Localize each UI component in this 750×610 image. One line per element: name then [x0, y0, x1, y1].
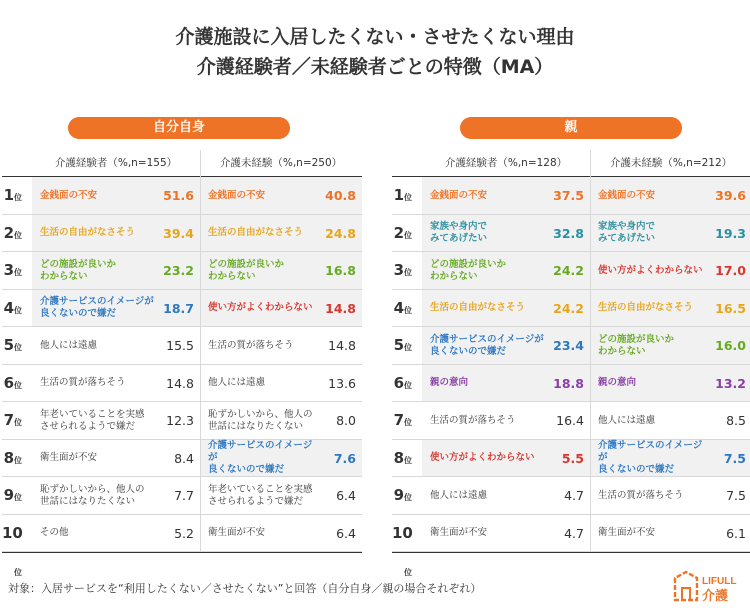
table-row [32, 440, 200, 477]
percent-value: 5.2 [174, 525, 194, 541]
reason-label: 金銭面の不安 [430, 189, 488, 201]
rank-number: 9 [3, 486, 14, 504]
rank-suffix: 位 [14, 305, 22, 315]
table-row [32, 252, 200, 289]
table-row [590, 365, 750, 402]
reason-label: 他人には遠慮 [208, 377, 266, 388]
rank-suffix: 位 [404, 268, 412, 277]
column-header: 介護経験者（%,n=155） [54, 157, 178, 169]
percent-value: 8.4 [174, 450, 194, 466]
rank-suffix: 位 [14, 493, 22, 502]
reason-label: 家族や身内で みてあげたい [430, 221, 488, 244]
rank-number: 8 [3, 448, 14, 467]
table-row [32, 177, 200, 214]
percent-value: 7.7 [174, 488, 194, 503]
rank-suffix: 位 [404, 230, 412, 240]
table-bottom-rule [2, 552, 362, 553]
rank-suffix: 位 [404, 455, 412, 465]
percent-value: 24.8 [325, 225, 356, 241]
reason-label: 他人には遠慮 [430, 489, 488, 501]
percent-value: 40.8 [325, 188, 356, 203]
chart-title [0, 22, 750, 82]
rank-label [392, 177, 422, 214]
table-row [422, 515, 590, 552]
reason-label: どの施設が良いか わからない [40, 258, 117, 282]
title-line-2: 介護経験者／未経験者ごとの特徴（MA） [196, 56, 554, 78]
percent-value: 18.8 [553, 375, 584, 391]
rank-suffix: 位 [14, 418, 22, 427]
reason-label: 生活の自由がなさそう [598, 302, 694, 313]
rank-suffix: 位 [14, 193, 22, 202]
rank-label [392, 477, 422, 514]
percent-value: 32.8 [553, 225, 584, 241]
rank-suffix: 位 [14, 230, 22, 240]
reason-label: どの施設が良いか わからない [598, 333, 675, 357]
rank-label [392, 515, 422, 577]
rank-number: 7 [393, 411, 404, 429]
rank-label [2, 290, 32, 327]
rank-number: 6 [393, 373, 404, 392]
reason-label: 衛生面が不安 [40, 452, 98, 463]
percent-value: 14.8 [325, 300, 356, 316]
rank-number: 4 [393, 298, 404, 317]
reason-label: 介護サービスのイメージが 良くないので嫌だ [430, 333, 544, 357]
table-row [200, 402, 362, 439]
percent-value: 7.6 [333, 450, 356, 466]
table-row [422, 327, 590, 364]
rank-suffix: 位 [14, 343, 22, 352]
reason-label: どの施設が良いか わからない [208, 258, 285, 282]
reason-label: 生活の質が落ちそう [430, 414, 516, 426]
percent-value: 17.0 [715, 263, 746, 278]
percent-value: 18.7 [163, 300, 194, 316]
percent-value: 16.4 [556, 413, 584, 428]
footnote: 対象：入居サービスを“利用したくない／させたくない”と回答（自分自身／親の場合それぞれ） [8, 582, 482, 595]
reason-label: 使い方がよくわからない [598, 264, 703, 276]
percent-value: 24.2 [553, 300, 584, 316]
rank-number: 3 [3, 261, 14, 279]
column-header: 介護経験者（%,n=128） [444, 157, 568, 169]
panel-parent [392, 150, 750, 577]
rank-suffix: 位 [404, 343, 412, 352]
reason-label: 生活の質が落ちそう [40, 377, 126, 388]
reason-label: 介護サービスのイメージが 良くないので嫌だ [208, 440, 313, 475]
percent-value: 16.8 [325, 263, 356, 278]
table-row [422, 215, 590, 252]
reason-label: 生活の自由がなさそう [208, 227, 304, 238]
percent-value: 39.4 [163, 225, 194, 241]
percent-value: 4.7 [564, 488, 584, 503]
rank-suffix: 位 [14, 380, 22, 390]
rank-label [2, 327, 32, 364]
rank-label [392, 290, 422, 327]
reason-label: 恥ずかしいから、他人の 世話にはなりたくない [40, 483, 145, 507]
reason-label: 衛生面が不安 [208, 527, 266, 538]
reason-label: 金銭面の不安 [208, 189, 266, 201]
percent-value: 5.5 [561, 450, 584, 466]
percent-value: 16.0 [715, 338, 746, 353]
rank-label [2, 365, 32, 402]
percent-value: 7.5 [726, 488, 746, 503]
reason-label: 使い方がよくわからない [430, 452, 535, 463]
rank-label [2, 477, 32, 514]
percent-value: 23.2 [163, 263, 194, 278]
group-label-self: 自分自身 [68, 117, 290, 139]
table-row [200, 177, 362, 214]
percent-value: 4.7 [564, 525, 584, 541]
table-row [590, 477, 750, 514]
percent-value: 51.6 [163, 188, 194, 203]
table-row [590, 215, 750, 252]
table-row [590, 515, 750, 552]
column-divider [200, 150, 201, 551]
rank-number: 1 [3, 186, 14, 204]
table-row [590, 290, 750, 327]
table-row [590, 327, 750, 364]
rank-number: 10 [392, 523, 413, 542]
column-header: 介護未経験（%,n=212） [609, 157, 733, 169]
rank-number: 5 [3, 336, 14, 354]
table-row [200, 365, 362, 402]
table-row [590, 177, 750, 214]
rank-label [2, 515, 32, 577]
reason-label: 親の意向 [430, 377, 469, 388]
rank-suffix: 位 [404, 567, 412, 577]
reason-label: 恥ずかしいから、他人の 世話にはなりたくない [208, 408, 313, 432]
percent-value: 14.8 [166, 375, 194, 391]
table-row [422, 365, 590, 402]
table-row [32, 215, 200, 252]
reason-label: 生活の質が落ちそう [208, 339, 294, 351]
percent-value: 23.4 [553, 338, 584, 353]
rank-number: 7 [3, 411, 14, 429]
rank-number: 4 [3, 298, 14, 317]
rank-label [2, 252, 32, 289]
reason-label: 年老いていることを実感 させられるようで嫌だ [208, 483, 313, 507]
table-row [32, 290, 200, 327]
percent-value: 8.0 [336, 413, 356, 428]
percent-value: 24.2 [553, 263, 584, 278]
rank-label [392, 252, 422, 289]
table-row [32, 327, 200, 364]
column-divider [590, 150, 591, 551]
rank-label [392, 215, 422, 252]
rank-label [2, 402, 32, 439]
rank-number: 9 [393, 486, 404, 504]
percent-value: 39.6 [715, 188, 746, 203]
table-row [422, 477, 590, 514]
table-row [590, 440, 750, 477]
percent-value: 13.2 [715, 375, 746, 391]
logo-text-top: LIFULL [702, 576, 737, 587]
rank-suffix: 位 [404, 418, 412, 427]
rank-suffix: 位 [404, 493, 412, 502]
reason-label: 年老いていることを実感 させられるようで嫌だ [40, 408, 145, 432]
rank-label [392, 327, 422, 364]
table-row [200, 515, 362, 552]
percent-value: 8.5 [726, 413, 746, 428]
group-label-parent: 親 [460, 117, 682, 139]
rank-label [2, 440, 32, 477]
reason-label: どの施設が良いか わからない [430, 258, 507, 282]
table-row [590, 402, 750, 439]
rank-label [2, 215, 32, 252]
reason-label: 使い方がよくわからない [208, 302, 313, 313]
rank-number: 10 [2, 523, 23, 542]
reason-label: 金銭面の不安 [598, 189, 656, 201]
percent-value: 19.3 [715, 225, 746, 241]
table-row [32, 365, 200, 402]
reason-label: 生活の自由がなさそう [40, 227, 136, 238]
table-row [200, 327, 362, 364]
logo-text-bottom: 介護 [702, 589, 729, 604]
lifull-kaigo-logo [672, 570, 742, 604]
reason-label: 衛生面が不安 [430, 527, 488, 538]
percent-value: 6.1 [726, 525, 746, 541]
title-line-1: 介護施設に入居したくない・させたくない理由 [175, 26, 575, 48]
percent-value: 14.8 [328, 338, 356, 353]
rank-label [392, 440, 422, 477]
table-row [32, 477, 200, 514]
reason-label: 家族や身内で みてあげたい [598, 221, 656, 244]
table-row [32, 515, 200, 552]
reason-label: 衛生面が不安 [598, 527, 656, 538]
column-header: 介護未経験（%,n=250） [219, 157, 343, 169]
reason-label: 生活の質が落ちそう [598, 489, 684, 501]
percent-value: 13.6 [328, 375, 356, 391]
rank-label [2, 177, 32, 214]
table-bottom-rule [392, 552, 750, 553]
rank-number: 2 [393, 223, 404, 242]
reason-label: 生活の自由がなさそう [430, 302, 526, 313]
reason-label: 他人には遠慮 [598, 414, 656, 426]
rank-number: 5 [393, 336, 404, 354]
rank-number: 2 [3, 223, 14, 242]
table-row [200, 215, 362, 252]
rank-suffix: 位 [14, 268, 22, 277]
rank-suffix: 位 [14, 455, 22, 465]
table-row [422, 177, 590, 214]
reason-label: 介護サービスのイメージが 良くないので嫌だ [40, 296, 154, 319]
reason-label: その他 [40, 527, 69, 538]
rank-number: 3 [393, 261, 404, 279]
percent-value: 7.5 [723, 450, 746, 466]
rank-suffix: 位 [404, 380, 412, 390]
rank-number: 6 [3, 373, 14, 392]
table-row [200, 440, 362, 477]
table-row [422, 440, 590, 477]
table-row [422, 252, 590, 289]
percent-value: 37.5 [553, 188, 584, 203]
rank-suffix: 位 [404, 193, 412, 202]
table-row [422, 290, 590, 327]
table-row [32, 402, 200, 439]
table-row [590, 252, 750, 289]
reason-label: 介護サービスのイメージが 良くないので嫌だ [598, 440, 703, 475]
rank-number: 1 [393, 186, 404, 204]
reason-label: 金銭面の不安 [40, 189, 98, 201]
rank-suffix: 位 [404, 305, 412, 315]
rank-suffix: 位 [14, 567, 22, 577]
panel-self [2, 150, 362, 577]
percent-value: 6.4 [336, 488, 356, 503]
percent-value: 15.5 [166, 338, 194, 353]
table-row [422, 402, 590, 439]
reason-label: 他人には遠慮 [40, 339, 98, 351]
percent-value: 16.5 [715, 300, 746, 316]
table-row [200, 477, 362, 514]
rank-label [392, 402, 422, 439]
rank-label [392, 365, 422, 402]
percent-value: 6.4 [336, 525, 356, 541]
percent-value: 12.3 [166, 413, 194, 428]
reason-label: 親の意向 [598, 377, 637, 388]
table-row [200, 290, 362, 327]
rank-number: 8 [393, 448, 404, 467]
table-row [200, 252, 362, 289]
